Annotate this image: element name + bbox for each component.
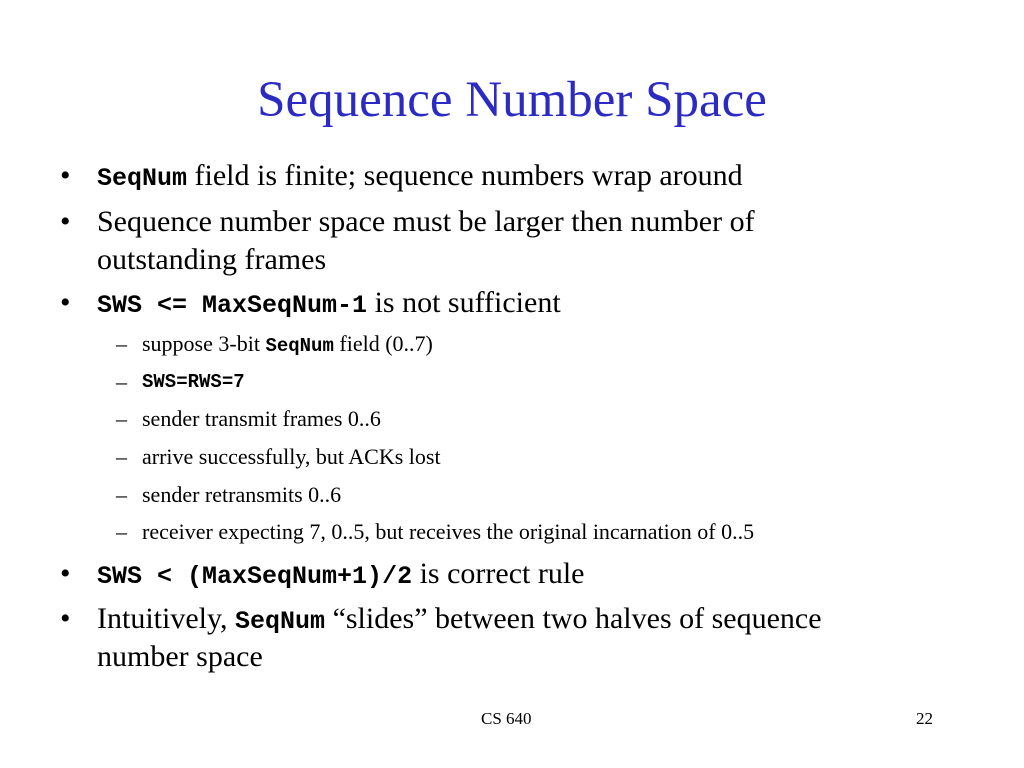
- code-sws: SWS: [97, 562, 143, 591]
- dash-symbol: –: [116, 331, 127, 356]
- bullet-rest: “slides” between two halves of sequence: [325, 602, 822, 635]
- dash-symbol: –: [116, 482, 127, 507]
- code-sws-rws-7: SWS=RWS=7: [142, 371, 245, 393]
- dash-symbol: –: [116, 444, 127, 469]
- bullet-rest: is not sufficient: [367, 286, 561, 319]
- bullet-symbol: •: [60, 286, 71, 319]
- bullet-text-line2: outstanding frames: [97, 243, 327, 276]
- bullet-symbol: •: [60, 557, 71, 590]
- subitem-pre: suppose 3-bit: [142, 331, 266, 356]
- dash-symbol: –: [116, 406, 127, 431]
- code-operator: <=: [142, 291, 203, 320]
- code-seqnum: SeqNum: [265, 335, 334, 357]
- bullet-text: [97, 158, 743, 197]
- bullet-text: [97, 556, 585, 595]
- subitem-rest: field (0..7): [333, 331, 433, 356]
- code-maxseqnum-minus-1: MaxSeqNum-1: [202, 291, 368, 320]
- subitem-text: [142, 330, 433, 360]
- bullet-text-line1: [97, 601, 822, 640]
- dash-symbol: –: [116, 369, 127, 394]
- code-maxseqnum-plus-1-half: (MaxSeqNum+1)/2: [187, 562, 413, 591]
- footer-page-number: 22: [916, 709, 933, 728]
- footer-course: CS 640: [481, 709, 532, 728]
- bullet-rest: field is finite; sequence numbers wrap around: [187, 159, 743, 192]
- bullet-symbol: •: [60, 205, 71, 238]
- dash-symbol: –: [116, 519, 127, 544]
- code-sws: SWS: [97, 291, 143, 320]
- bullet-text: [97, 285, 561, 324]
- subitem-text: sender retransmits 0..6: [142, 482, 342, 507]
- code-seqnum: SeqNum: [97, 164, 188, 193]
- subitem-text: receiver expecting 7, 0..5, but receives the original incarnation of 0..5: [142, 519, 755, 544]
- bullet-text-line1: Sequence number space must be larger then number of: [97, 205, 755, 238]
- bullet-symbol: •: [60, 159, 71, 192]
- subitem-text: arrive successfully, but ACKs lost: [142, 444, 441, 469]
- slide-title: Sequence Number Space: [257, 72, 767, 128]
- bullet-symbol: •: [60, 602, 71, 635]
- bullet-rest: is correct rule: [412, 557, 585, 590]
- code-operator: <: [142, 562, 188, 591]
- bullet-text-line2: number space: [97, 640, 263, 673]
- bullet-pre: Intuitively,: [97, 602, 236, 635]
- subitem-text: sender transmit frames 0..6: [142, 406, 381, 431]
- code-seqnum: SeqNum: [235, 607, 326, 636]
